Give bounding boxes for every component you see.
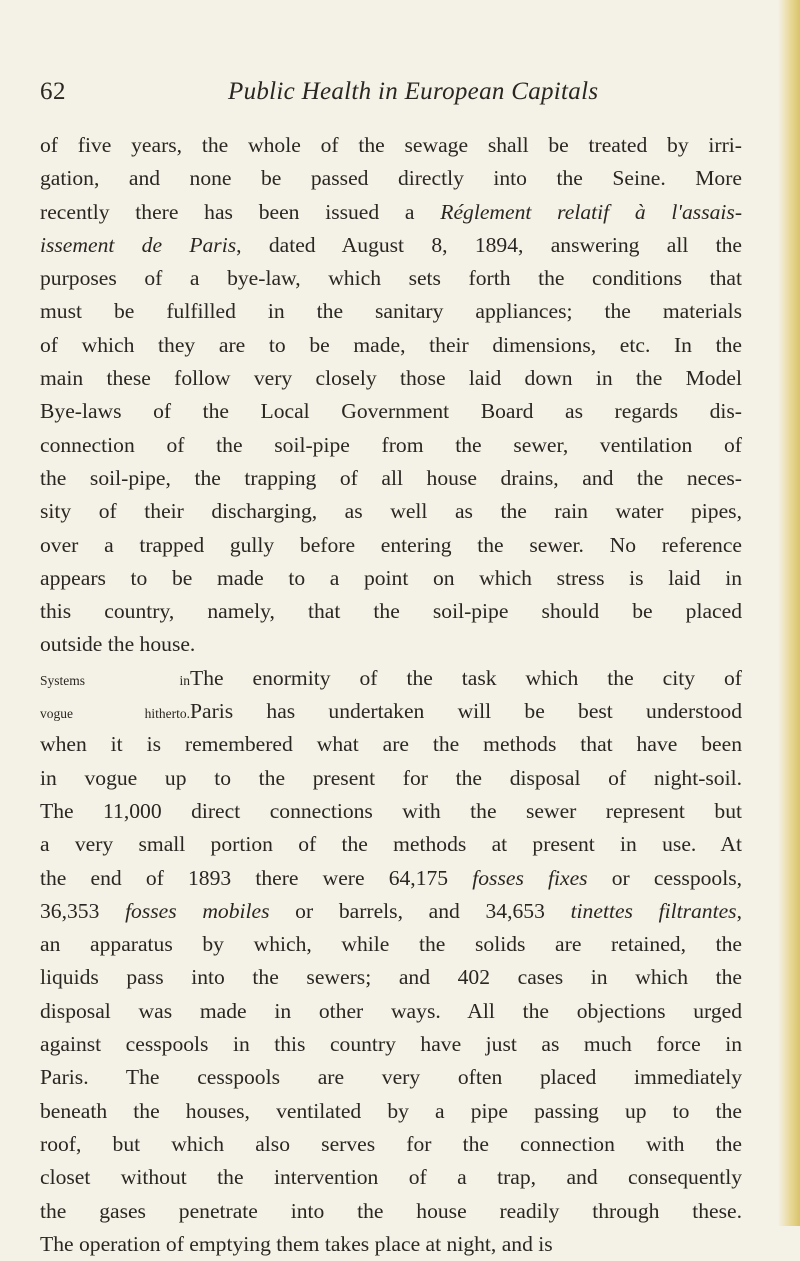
text-line: connection of the soil-pipe from the sewer, ventilation of [40, 432, 742, 457]
text-line: main these follow very closely those laid down in the Model [40, 366, 742, 391]
text-line: the gases penetrate into the house readily through these. [40, 1198, 742, 1223]
text-line: issement de Paris, dated August 8, 1894, answering all the [40, 232, 742, 257]
text-line: of five years, the whole of the sewage shall be treated by irri- [40, 133, 742, 157]
text-line: disposal was made in other ways. All the objections urged [40, 998, 742, 1023]
body-text [40, 129, 742, 1261]
text-line: outside the house. [40, 632, 196, 657]
text-line: the soil-pipe, the trapping of all house drains, and the neces- [40, 465, 742, 490]
margin-note: Systems in [40, 672, 190, 688]
italic-term: fosses mobiles [125, 898, 270, 923]
running-title: Public Health in European Capitals [228, 78, 599, 105]
text-line: vogue hitherto.Paris has undertaken will be best understood [40, 699, 742, 724]
text-line: Paris. The cesspools are very often placed immediately [40, 1065, 742, 1090]
italic-term: fosses fixes [472, 865, 588, 890]
margin-note: vogue hitherto. [40, 706, 190, 722]
text-line: over a trapped gully before entering the sewer. No reference [40, 532, 742, 557]
text-line: The 11,000 direct connections with the sewer represent but [40, 798, 742, 823]
text-line: Bye-laws of the Local Government Board as regards dis- [40, 399, 742, 424]
text-line: gation, and none be passed directly into the Seine. More [40, 166, 742, 191]
text-line: when it is remembered what are the methods that have been [40, 732, 742, 757]
text-line: closet without the intervention of a trap, and consequently [40, 1165, 742, 1190]
text-line: against cesspools in this country have just as much force in [40, 1032, 742, 1057]
text-line: The operation of emptying them takes place at night, and is [40, 1231, 553, 1256]
text-line: must be fulfilled in the sanitary appliances; the materials [40, 299, 742, 324]
text-line: roof, but which also serves for the connection with the [40, 1131, 742, 1156]
italic-term: tinettes filtrantes [570, 898, 737, 923]
text-line: purposes of a bye-law, which sets forth the conditions that [40, 266, 742, 291]
page-number: 62 [40, 78, 66, 105]
text-line: in vogue up to the present for the disposal of night-soil. [40, 765, 742, 790]
text-line: the end of 1893 there were 64,175 fosses fixes or cesspools, [40, 865, 743, 890]
page-edge-stain [778, 0, 800, 1226]
text-line: sity of their discharging, as well as the rain water pipes, [40, 499, 742, 524]
text-line: an apparatus by which, while the solids are retained, the [40, 932, 742, 957]
text-line: of which they are to be made, their dimensions, etc. In the [40, 332, 742, 357]
text-line: beneath the houses, ventilated by a pipe passing up to the [40, 1098, 742, 1123]
text-line: this country, namely, that the soil-pipe should be placed [40, 599, 742, 624]
text-line: liquids pass into the sewers; and 402 cases in which the [40, 965, 742, 990]
text-line: appears to be made to a point on which stress is laid in [40, 565, 742, 590]
italic-title: Réglement relatif à l'assais- [440, 199, 743, 224]
text-line: a very small portion of the methods at present in use. At [40, 832, 742, 857]
running-head [40, 78, 740, 118]
text-line: recently there has been issued a Réglement relatif à l'assais- [40, 199, 743, 224]
italic-title: issement de Paris [40, 232, 237, 257]
text-line: Systems inThe enormity of the task which the city of [40, 665, 742, 690]
text-line: 36,353 fosses mobiles or barrels, and 34,653 tinettes filtrantes, [40, 898, 742, 923]
